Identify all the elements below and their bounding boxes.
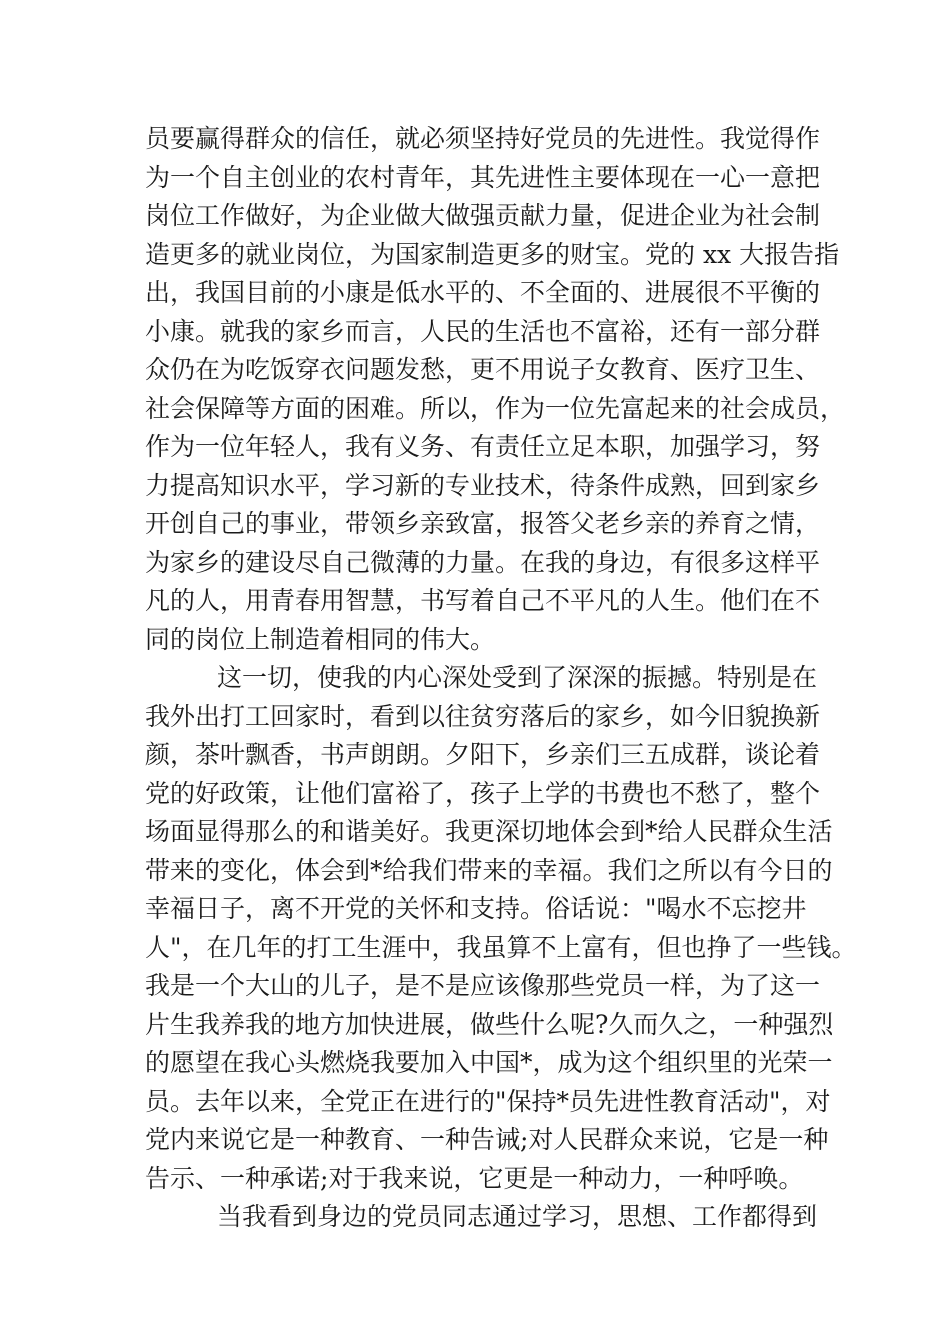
- text-line: 人"，在几年的打工生涯中，我虽算不上富有，但也挣了一些钱。: [145, 932, 857, 962]
- text-line: 党内来说它是一种教育、一种告诫;对人民群众来说，它是一种: [145, 1125, 829, 1154]
- text-line: 场面显得那么的和谐美好。我更深切地体会到*给人民群众生活: [145, 817, 833, 846]
- text-line: 我是一个大山的儿子，是不是应该像那些党员一样，为了这一: [145, 971, 821, 1000]
- text-line: 为家乡的建设尽自己微薄的力量。在我的身边，有很多这样平: [145, 547, 821, 577]
- text-line: 力提高知识水平，学习新的专业技术，待条件成熟，回到家乡: [145, 470, 821, 500]
- text-line: 社会保障等方面的困难。所以，作为一位先富起来的社会成员，: [145, 393, 846, 423]
- text-line: 开创自己的事业，带领乡亲致富，报答父老乡亲的养育之情，: [145, 509, 821, 538]
- text-line: 同的岗位上制造着相同的伟大。: [145, 624, 496, 654]
- text-line: 为一个自主创业的农村青年，其先进性主要体现在一心一意把: [145, 162, 821, 192]
- text-line: 党的好政策，让他们富裕了，孩子上学的书费也不愁了，整个: [145, 778, 821, 808]
- text-line: 幸福日子，离不开党的关怀和支持。俗话说："喝水不忘挖井: [145, 894, 807, 923]
- text-line: 员要赢得群众的信任，就必须坚持好党员的先进性。我觉得作: [145, 124, 821, 153]
- text-line: 小康。就我的家乡而言，人民的生活也不富裕，还有一部分群: [145, 316, 821, 346]
- text-line: 岗位工作做好，为企业做大做强贡献力量，促进企业为社会制: [145, 201, 821, 230]
- text-line: 的愿望在我心头燃烧我要加入中国*，成为这个组织里的光荣一: [145, 1048, 833, 1077]
- text-line: 员。去年以来，全党正在进行的"保持*员先进性教育活动"，对: [145, 1086, 831, 1116]
- text-line: 颜，茶叶飘香，书声朗朗。夕阳下，乡亲们三五成群，谈论着: [145, 740, 821, 769]
- text-line: 作为一位年轻人，我有义务、有责任立足本职，加强学习，努: [145, 432, 821, 461]
- text-line: 片生我养我的地方加快进展，做些什么呢?久而久之，一种强烈: [145, 1009, 834, 1039]
- text-line: 出，我国目前的小康是低水平的、不全面的、进展很不平衡的: [145, 278, 821, 307]
- paragraph-start-line: 这一切，使我的内心深处受到了深深的振撼。特别是在: [217, 663, 818, 692]
- text-line: 造更多的就业岗位，为国家制造更多的财宝。党的 xx 大报告指: [145, 239, 840, 269]
- body-text: [145, 120, 857, 1237]
- text-line: 我外出打工回家时，看到以往贫穷落后的家乡，如今旧貌换新: [145, 701, 821, 731]
- paragraph-start-line: 当我看到身边的党员同志通过学习，思想、工作都得到: [217, 1202, 818, 1231]
- text-line: 众仍在为吃饭穿衣问题发愁，更不用说子女教育、医疗卫生、: [145, 355, 821, 384]
- text-line: 凡的人，用青春用智慧，书写着自己不平凡的人生。他们在不: [145, 586, 821, 615]
- text-line: 带来的变化，体会到*给我们带来的幸福。我们之所以有今日的: [145, 855, 833, 885]
- text-line: 告示、一种承诺;对于我来说，它更是一种动力，一种呼唤。: [145, 1163, 804, 1193]
